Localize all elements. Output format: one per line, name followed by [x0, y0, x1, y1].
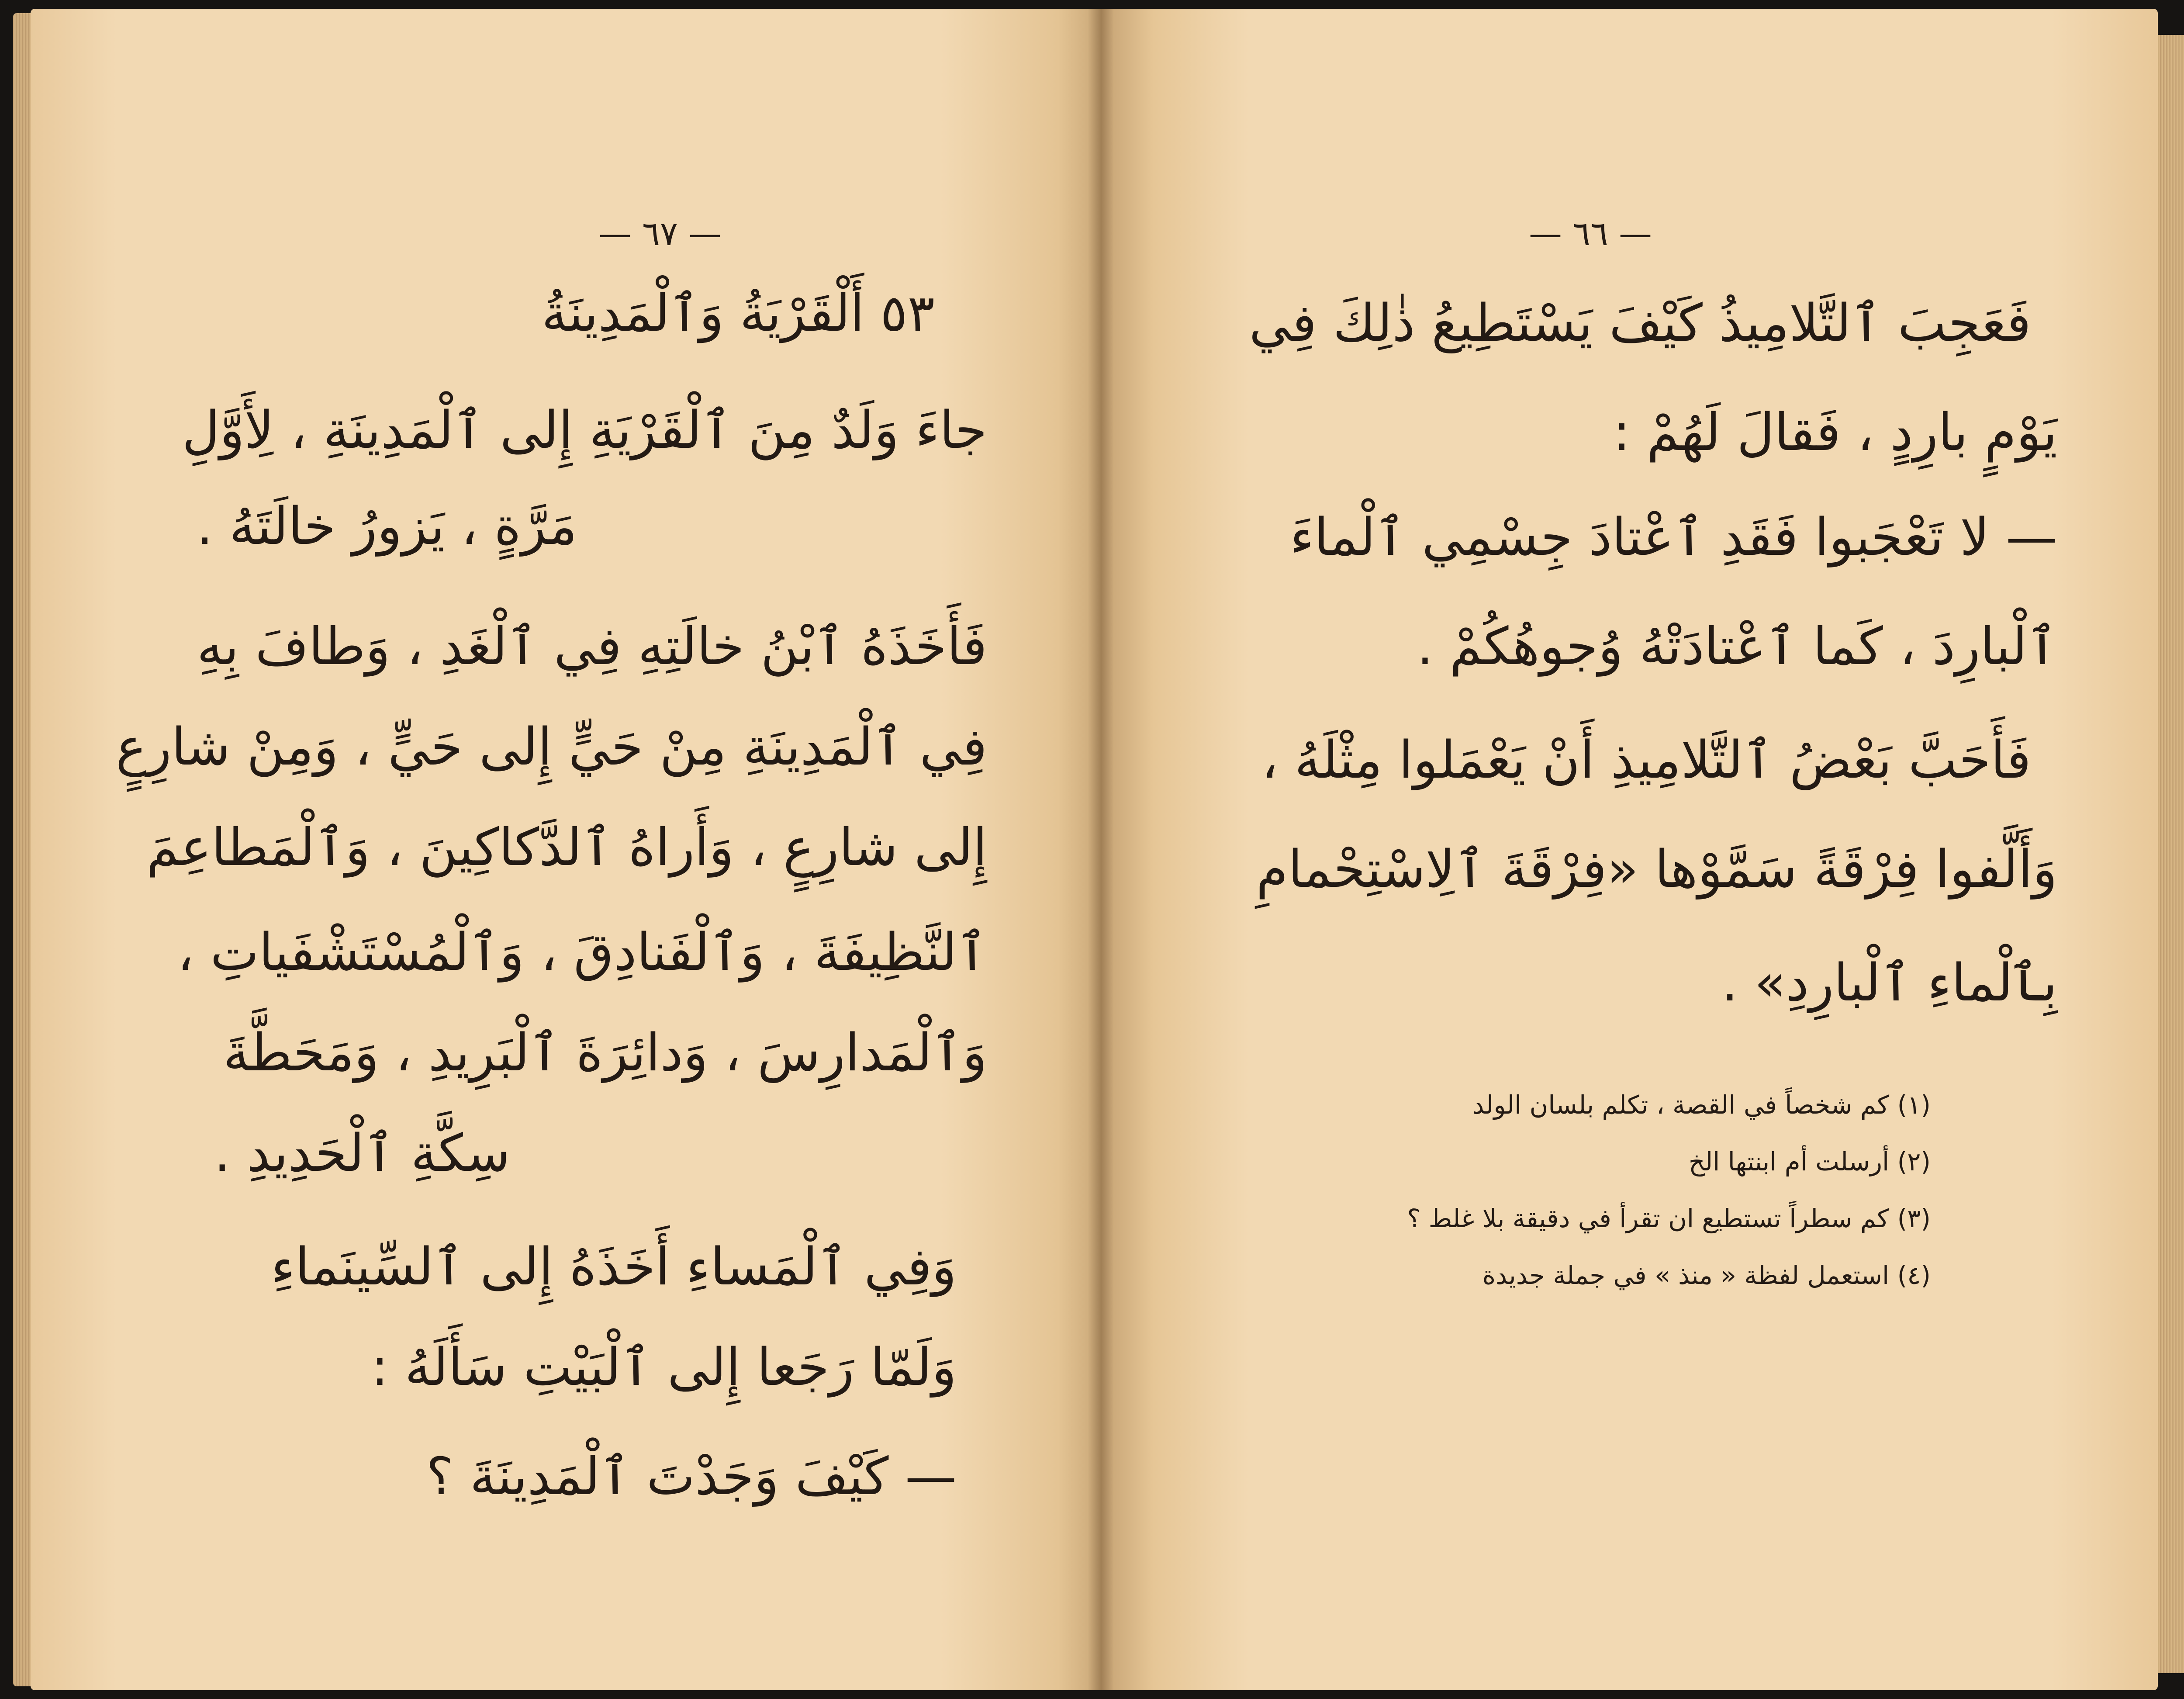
- left-line-9: وَفِي ٱلْمَساءِ أَخَذَهُ إِلى ٱلسِّينَماءِ: [271, 1236, 957, 1297]
- right-line-7: بِٱلْماءِ ٱلْبارِدِ» .: [1721, 952, 2057, 1013]
- question-2: (٢) أرسلت أم ابنتها الخ: [1689, 1147, 1931, 1176]
- right-line-6: وَأَلَّفوا فِرْقَةً سَمَّوْها «فِرْقَةَ ٱلِاسْتِحْمامِ: [1256, 839, 2057, 899]
- left-page: [31, 9, 1101, 1690]
- left-line-4: فِي ٱلْمَدِينَةِ مِنْ حَيٍّ إِلى حَيٍّ ، وَمِنْ شارِعٍ: [116, 716, 987, 777]
- left-line-2: مَرَّةٍ ، يَزورُ خالَتَهُ .: [197, 496, 577, 556]
- question-3: (٣) كم سطراً تستطيع ان تقرأ في دقيقة بلا غلط ؟: [1407, 1204, 1931, 1233]
- left-line-3: فَأَخَذَهُ ٱبْنُ خالَتِهِ فِي ٱلْغَدِ ، وَطافَ بِهِ: [197, 616, 987, 676]
- left-page-edges: [13, 13, 33, 1686]
- book-gutter: [1088, 9, 1114, 1690]
- right-line-5: فَأَحَبَّ بَعْضُ ٱلتَّلامِيذِ أَنْ يَعْمَلوا مِثْلَهُ ،: [1261, 730, 2031, 790]
- question-1: (١) كم شخصاً في القصة ، تكلم بلسان الولد: [1472, 1090, 1931, 1120]
- left-line-10: وَلَمّا رَجَعا إِلى ٱلْبَيْتِ سَأَلَهُ :: [371, 1337, 957, 1397]
- left-line-1: جاءَ وَلَدٌ مِنَ ٱلْقَرْيَةِ إِلى ٱلْمَدِينَةِ ، لِأَوَّلِ: [182, 400, 987, 460]
- right-page-edges: [2158, 35, 2184, 1673]
- left-line-5: إِلى شارِعٍ ، وَأَراهُ ٱلدَّكاكِينَ ، وَٱلْمَطاعِمَ: [146, 817, 987, 877]
- right-line-4: ٱلْبارِدَ ، كَما ٱعْتادَتْهُ وُجوهُكُمْ .: [1417, 616, 2057, 676]
- right-page: [1101, 9, 2158, 1690]
- right-page-number: — ٦٦ —: [1529, 214, 1652, 253]
- left-line-7: وَٱلْمَدارِسَ ، وَدائِرَةَ ٱلْبَرِيدِ ، وَمَحَطَّةَ: [223, 1022, 987, 1083]
- question-4: (٤) استعمل لفظة « منذ » في جملة جديدة: [1482, 1260, 1931, 1290]
- right-line-3: — لا تَعْجَبوا فَقَدِ ٱعْتادَ جِسْمِي ٱلْماءَ: [1290, 507, 2057, 567]
- lesson-title: ٥٣ أَلْقَرْيَةُ وَٱلْمَدِينَةُ: [542, 284, 935, 343]
- right-line-1: فَعَجِبَ ٱلتَّلامِيذُ كَيْفَ يَسْتَطِيعُ ذٰلِكَ فِي: [1249, 293, 2031, 353]
- left-line-6: ٱلنَّظِيفَةَ ، وَٱلْفَنادِقَ ، وَٱلْمُسْتَشْفَياتِ ،: [177, 922, 987, 982]
- left-line-8: سِكَّةِ ٱلْحَدِيدِ .: [214, 1123, 510, 1183]
- left-line-11: — كَيْفَ وَجَدْتَ ٱلْمَدِينَةَ ؟: [426, 1446, 957, 1506]
- right-line-2: يَوْمٍ بارِدٍ ، فَقالَ لَهُمْ :: [1613, 402, 2057, 462]
- left-page-number: — ٦٧ —: [598, 214, 722, 253]
